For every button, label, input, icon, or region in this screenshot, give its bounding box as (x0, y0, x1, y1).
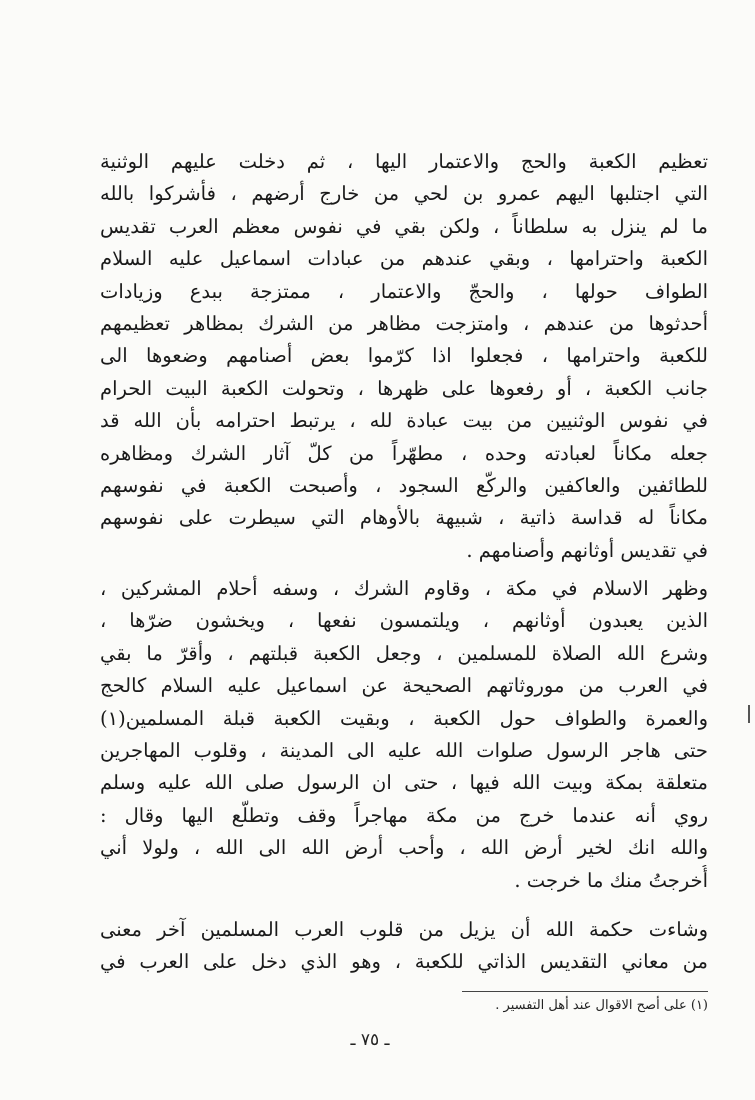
text-line: الطواف حولها ، والحجّ والاعتمار ، ممتزجة ببدع وزيادات (100, 279, 708, 303)
text-line: وظهر الاسلام في مكة ، وقاوم الشرك ، وسفه أحلام المشركين ، (100, 577, 708, 600)
text-line: أحدثوها من عندهم ، وامتزجت مظاهر من الشرك بمظاهر تعظيمهم (100, 311, 708, 335)
text-line: في العرب من موروثاتهم الصحيحة عن اسماعيل عليه السلام كالحج (100, 674, 708, 698)
text-line: التي اجتلبها اليهم عمرو بن لحي من خارج أرضهم ، فأشركوا بالله (100, 182, 708, 206)
text-line: الكعبة واحترامها ، وبقي عندهم من عبادات اسماعيل عليه السلام (100, 247, 708, 271)
text-line: أُخرجتُ منك ما خرجت . (514, 868, 708, 892)
text-line: روي أنه عندما خرج من مكة مهاجراً وقف وتطلّع اليها وقال : (100, 803, 708, 827)
text-line: متعلقة بمكة وبيت الله فيها ، حتى ان الرسول صلى الله عليه وسلم (100, 771, 708, 795)
paragraph-3 (100, 914, 708, 979)
paragraph-1 (100, 146, 708, 567)
text-line: جعله مكاناً لعبادته وحده ، مطهّراً من كلّ آثار الشرك ومظاهره (100, 441, 708, 465)
text-line: الذين يعبدون أوثانهم ، ويلتمسون نفعها ، ويخشون ضرّها ، (100, 609, 708, 633)
page-number: ـ ٧٥ ـ (350, 1030, 390, 1050)
footnote: (١) على أصح الاقوال عند أهل التفسير . (495, 998, 708, 1013)
text-line: جانب الكعبة ، أو رفعوها على ظهرها ، وتحولت الكعبة البيت الحرام (100, 376, 708, 400)
text-line: والله انك لخير أرض الله ، وأحب أرض الله الى الله ، ولولا أني (100, 836, 708, 860)
text-line: وشرع الله الصلاة للمسلمين ، وجعل الكعبة قبلتهم ، وأقرّ ما بقي (100, 641, 708, 665)
text-line: ما لم ينزل به سلطاناً ، ولكن بقي في نفوس معظم العرب تقديس (100, 214, 708, 238)
paragraph-2 (100, 573, 708, 897)
text-line: في نفوس الوثنيين من بيت عبادة لله ، يرتبط احترامه بأن الله قد (100, 409, 708, 433)
text-line: تعظيم الكعبة والحج والاعتمار اليها ، ثم دخلت عليهم الوثنية (100, 150, 708, 173)
text-line: مكاناً له قداسة ذاتية ، شبيهة بالأوهام التي سيطرت على نفوسهم (100, 506, 708, 530)
text-line: حتى هاجر الرسول صلوات الله عليه الى المدينة ، وقلوب المهاجرين (100, 738, 708, 762)
text-line: في تقديس أوثانهم وأصنامهم . (466, 538, 708, 562)
text-line: وشاءت حكمة الله أن يزيل من قلوب العرب المسلمين آخر معنى (100, 918, 708, 941)
text-line: للكعبة واحترامها ، فجعلوا اذا كرّموا بعض أصنامهم وضعوها الى (100, 344, 708, 368)
text-line: والعمرة والطواف حول الكعبة ، وبقيت الكعبة قبلة المسلمين(١) (100, 706, 708, 730)
footnote-divider (462, 991, 708, 992)
text-line: من معاني التقديس الذاتي للكعبة ، وهو الذي دخل على العرب في (100, 950, 708, 974)
text-line: للطائفين والعاكفين والركّع السجود ، وأصبحت الكعبة في نفوسهم (100, 473, 708, 497)
scan-margin-mark (748, 705, 750, 723)
